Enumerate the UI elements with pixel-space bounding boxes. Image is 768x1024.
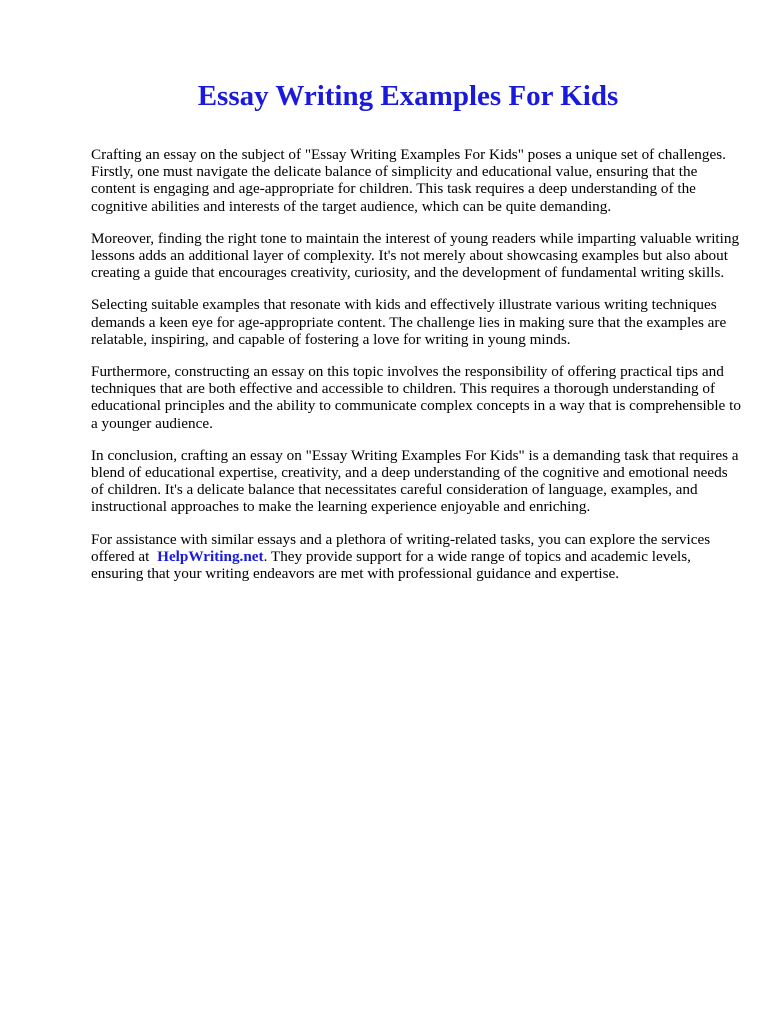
closing-text-before-link: For assistance with similar essays and a plethora of writing-related tasks, you can explore the services offered at: [91, 530, 711, 565]
paragraph-4: Furthermore, constructing an essay on this topic involves the responsibility of offering practical tips and techniques that are both effective and accessible to children. This requires a thorough understanding of educational principles and the ability to communicate complex concepts in a way that is comprehensible to a younger audience.: [91, 363, 741, 432]
paragraph-3: Selecting suitable examples that resonate with kids and effectively illustrate various writing techniques demands a keen eye for age-appropriate content. The challenge lies in making sure that the examples are relatable, inspiring, and capable of fostering a love for writing in young minds.: [91, 296, 727, 348]
paragraph-5: In conclusion, crafting an essay on "Essay Writing Examples For Kids" is a demanding task that requires a blend of educational expertise, creativity, and a deep understanding of the cognitive and emotional needs of children. It's a delicate balance that necessitates careful consideration of language, examples, and instructional approaches to make the learning experience enjoyable and enriching.: [91, 446, 739, 516]
closing-text-after-link: . They provide support for a wide range of topics and academic levels, ensuring that your writing endeavors are met with professional guidance and expertise.: [91, 547, 691, 583]
closing-paragraph: [91, 531, 741, 583]
paragraph-1: Crafting an essay on the subject of "Essay Writing Examples For Kids" poses a unique set of challenges. Firstly, one must navigate the delicate balance of simplicity and educational value, ensuring that the content is engaging and age-appropriate for children. This task requires a deep understanding of the cognitive abilities and interests of the target audience, which can be quite demanding.: [91, 146, 726, 215]
document-title: Essay Writing Examples For Kids: [197, 80, 619, 112]
paragraph-2: Moreover, finding the right tone to maintain the interest of young readers while imparting valuable writing lessons adds an additional layer of complexity. It's not merely about showcasing examples but also about creating a guide that encourages creativity, curiosity, and the development of fundamental writing skills.: [91, 229, 740, 282]
helpwriting-link[interactable]: HelpWriting.net: [157, 547, 264, 565]
document-body: [91, 146, 741, 597]
